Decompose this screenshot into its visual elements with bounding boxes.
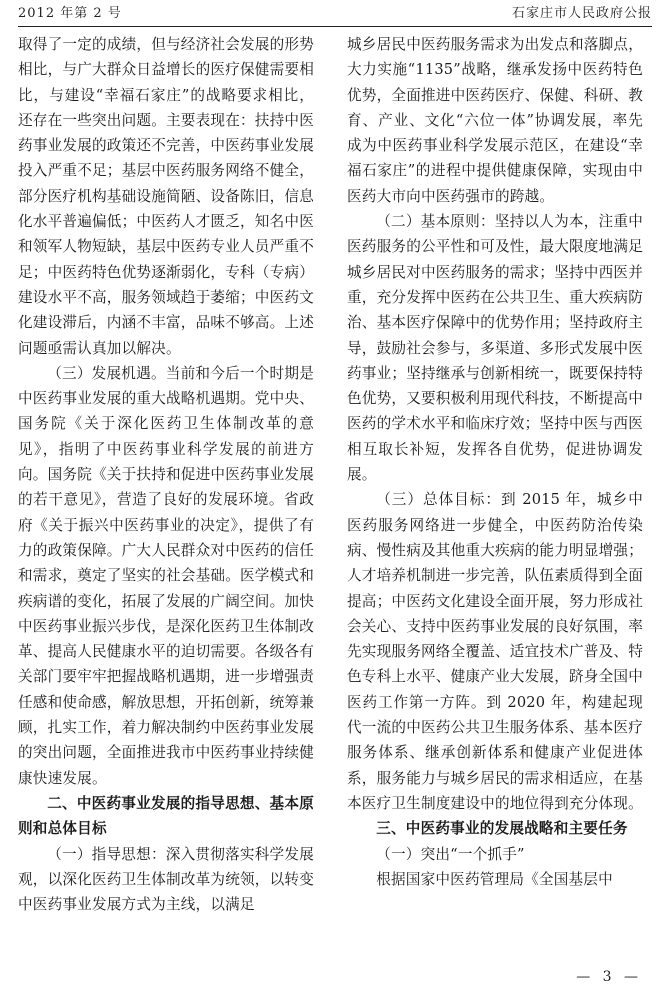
header-rule: [18, 26, 652, 27]
section-heading-3: 三、中医药事业的发展战略和主要任务: [376, 820, 628, 838]
paragraph-basis: 根据国家中医药管理局《全国基层中: [376, 870, 613, 888]
subheading-one-focus: （一）突出“一个抓手”: [376, 845, 525, 863]
paragraph-guiding-thought: （一）指导思想：深入贯彻落实科学发展观，以深化医药卫生体制改革为统领，以转变中医药事业发展方式为主线，以满足: [18, 845, 314, 914]
paragraph-guiding-thought-cont: 城乡居民中医药服务需求为出发点和落脚点，大力实施“1135”战略，继承发扬中医药特色优势，全面推进中医药医疗、保健、科研、教育、产业、文化“六位一体”协调发展，率先成为中医药事业科学发展示范区，在建设“幸福石家庄”的进程中提供健康保障，实现由中医药大市向中医药强市的跨越。: [347, 36, 643, 205]
paragraph-basic-principles: （二）基本原则：坚持以人为本，注重中医药服务的公平性和可及性，最大限度地满足城乡居民对中医药服务的需求；坚持中西医并重，充分发挥中医药在公共卫生、重大疾病防治、基本医疗保障中的优势作用；坚持政府主导，鼓励社会参与，多渠道、多形式发展中医药事业；坚持继承与创新相统一，既要保持特色优势，又要积极利用现代科技，不断提高中医药的学术水平和临床疗效；坚持中医与西医相互取长补短，发挥各自优势，促进协调发展。: [347, 213, 643, 484]
section-heading-2: 二、中医药事业发展的指导思想、基本原则和总体目标: [18, 794, 314, 838]
running-header: [18, 4, 652, 24]
issue-label: 2012 年第 2 号: [18, 6, 122, 21]
paragraph-problems: 取得了一定的成绩，但与经济社会发展的形势相比，与广大群众日益增长的医疗保健需要相比，与建设“幸福石家庄”的战略要求相比，还存在一些突出问题。主要表现在：扶持中医药事业发展的政策还不完善，中医药事业发展投入严重不足；基层中医药服务网络不健全，部分医疗机构基础设施简陋、设备陈旧，信息化水平普遍偏低；中医药人才匮乏，知名中医和领军人物短缺，基层中医药专业人员严重不足；中医药特色优势逐渐弱化，专科（专病）建设水平不高，服务领域趋于萎缩；中医药文化建设滞后，内涵不丰富，品味不够高。上述问题亟需认真加以解决。: [18, 36, 314, 357]
paragraph-opportunities: （三）发展机遇。当前和今后一个时期是中医药事业发展的重大战略机遇期。党中央、国务院《关于深化医药卫生体制改革的意见》，指明了中医药事业科学发展的前进方向。国务院《关于扶持和促进中医药事业发展的若干意见》，营造了良好的发展环境。省政府《关于振兴中医药事业的决定》，提供了有力的政策保障。广大人民群众对中医药的信任和需求，奠定了坚实的社会基础。医学模式和疾病谱的变化，拓展了发展的广阔空间。加快中医药事业振兴步伐，是深化医药卫生体制改革、提高人民健康水平的迫切需要。各级各有关部门要牢牢把握战略机遇期，进一步增强责任感和使命感，解放思想，开拓创新，统筹兼顾，扎实工作，着力解决制约中医药事业发展的突出问题，全面推进我市中医药事业持续健康快速发展。: [18, 364, 314, 787]
left-column: [18, 32, 314, 917]
publication-title: 石家庄市人民政府公报: [511, 6, 652, 21]
right-column: [347, 32, 643, 892]
paragraph-overall-goals: （三）总体目标：到 2015 年，城乡中医药服务网络进一步健全，中医药防治传染病、慢性病及其他重大疾病的能力明显增强；人才培养机制进一步完善，队伍素质得到全面提高；中医药文化建设全面开展，努力形成社会关心、支持中医药事业发展的良好氛围，率先实现服务网络全覆盖、适宜技术广普及、特色专科上水平、健康产业大发展，跻身全国中医药工作第一方阵。到 2020 年，构建起现代一流的中医药公共卫生服务体系、基本医疗服务体系、继承创新体系和健康产业促进体系，服务能力与城乡居民的需求相适应，在基本医疗卫生制度建设中的地位得到充分体现。: [347, 491, 643, 812]
page-number: — 3 —: [576, 969, 642, 985]
